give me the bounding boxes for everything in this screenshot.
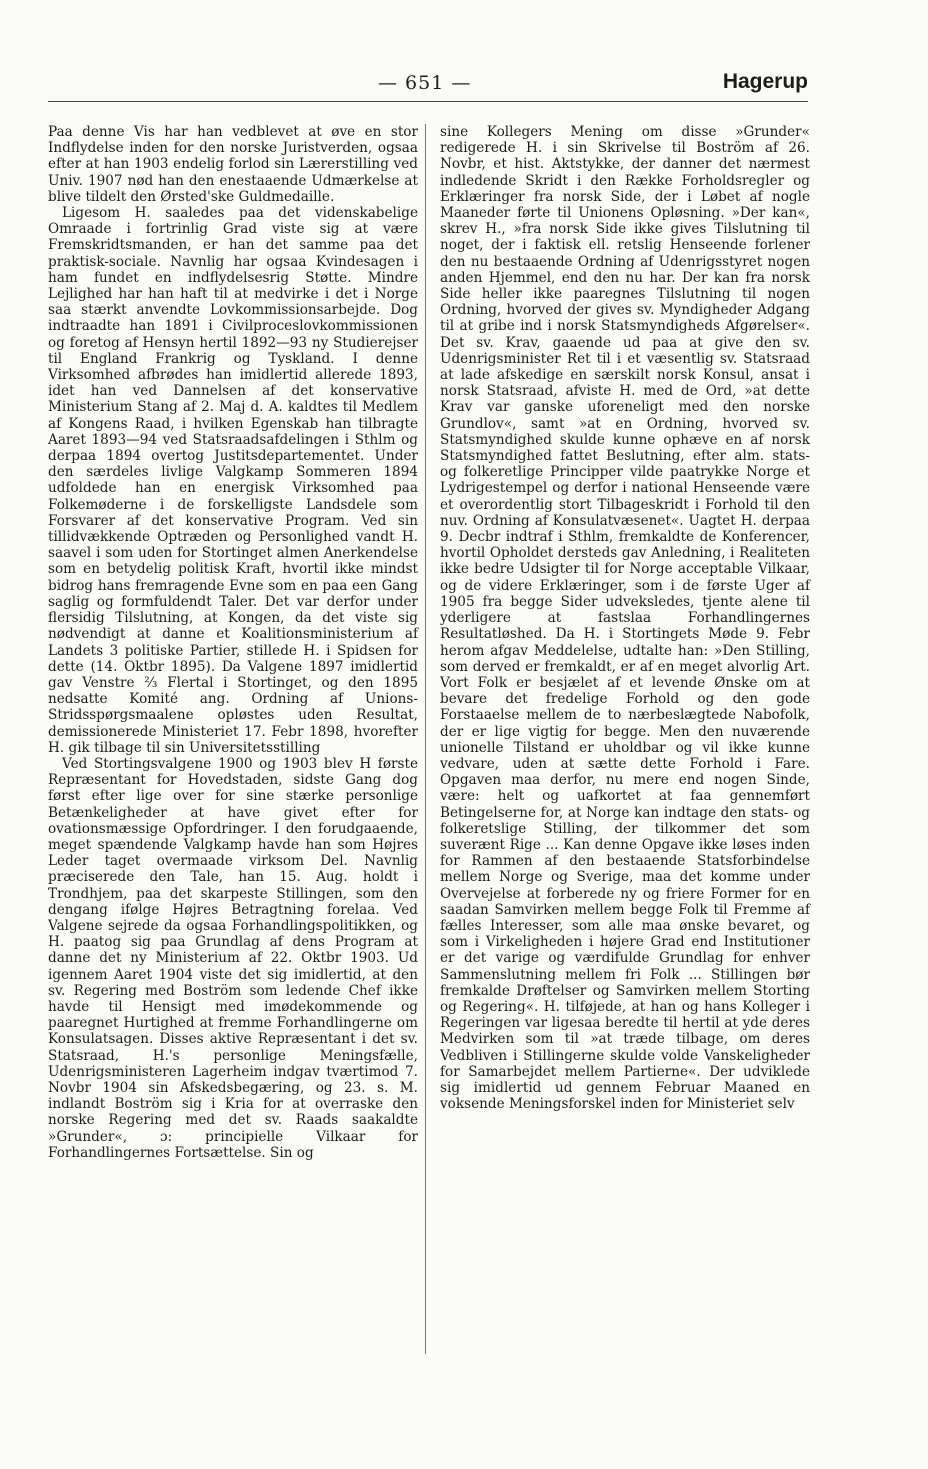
column-divider: [425, 124, 426, 1354]
paragraph: Ved Stortingsvalgene 1900 og 1903 blev H første Repræsentant for Hovedstaden, sidste Gang dog først efter lige over for sine stærke personlige Betænkeligheder at have givet efter for ovationsmæssige Opfordringer. I den forudgaaende, meget spændende Valgkamp havde han som Højres Leder taget overmaade virksom Del. Navnlig præciserede den Tale, han 15. Aug. holdt i Trondhjem, paa det skarpeste Stillingen, som den dengang ifølge Højres Betragtning forelaa. Ved Valgene sejrede da ogsaa Forhandlingspolitikken, og H. paatog sig paa Grundlag af dens Program at danne det ny Ministerium af 22. Oktbr 1903. Ud igennem Aaret 1904 viste det sig imidlertid, at den sv. Regering med Boström som ledende Chef ikke havde til Hensigt med imødekommende og paaregnet Hurtighed at fremme Forhandlingerne om Konsulatsagen. Disses aktive Repræsentant i det sv. Statsraad, H.'s personlige Meningsfælle, Udenrigsministeren Lagerheim indgav tværtimod 7. Novbr 1904 sin Afskedsbegæring, og 23. s. M. indlandt Boström sig i Kria for at overraske den norske Regering med det sv. Raads saakaldte »Grunder«, ɔ: principielle Vilkaar for Forhandlingernes Fortsættelse. Sin og: [48, 755, 418, 1161]
paragraph: Paa denne Vis har han vedblevet at øve en stor Indflydelse inden for den norske Juristverden, ogsaa efter at han 1903 endelig forlod sin Lærerstilling ved Univ. 1907 nød han den enestaaende Udmærkelse at blive tildelt den Ørsted'ske Guldmedaille.: [48, 124, 418, 205]
paragraph: Ligesom H. saaledes paa det videnskabelige Omraade i fortrinlig Grad viste sig at være Fremskridtsmanden, er han det samme paa det praktisk-sociale. Navnlig har ogsaa Kvindesagen i ham fundet en indflydelsesrig Støtte. Mindre Lejlighed har han haft til at medvirke i det i Norge saa stærkt anvendte Lovkommissionsarbejde. Dog indtraadte han 1891 i Civilproceslovkommissionen og foretog af Hensyn hertil 1892—93 ny Studierejser til England Frankrig og Tyskland. I denne Virksomhed afbrødes han imidlertid allerede 1893, idet han ved Dannelsen af det konservative Ministerium Stang af 2. Maj d. A. kaldtes til Medlem af Kongens Raad, i hvilken Egenskab han tilbragte Aaret 1893—94 ved Statsraadsafdelingen i Sthlm og derpaa 1894 overtog Justitsdepartementet. Under den særdeles livlige Valgkamp Sommeren 1894 udfoldede han en energisk Virksomhed paa Folkemøderne i de forskelligste Landsdele som Forsvarer af det konservative Program. Ved sin tillidvækkende Optræden og Personlighed vandt H. saavel i som uden for Stortinget almen Anerkendelse som en betydelig politisk Kraft, hvortil ikke mindst bidrog hans fremragende Evne som en paa een Gang saglig og formfuldendt Taler. Det var derfor under flersidig Tilslutning, at Kongen, da det viste sig nødvendigt at danne et Koalitionsministerium af Landets 3 politiske Partier, stillede H. i Spidsen for dette (14. Oktbr 1895). Da Valgene 1897 imidlertid gav Venstre ⅔ Flertal i Stortinget, og den 1895 nedsatte Komité ang. Ordning af Unions-Stridsspørgsmaalene opløstes uden Resultat, demissionerede Ministeriet 17. Febr 1898, hvorefter H. gik tilbage til sin Universitetsstilling: [48, 205, 418, 756]
page-header: [48, 66, 808, 106]
running-head: Hagerup: [722, 70, 808, 93]
header-rule: [48, 101, 808, 102]
paragraph: sine Kollegers Mening om disse »Grunder« redigerede H. i sin Skrivelse til Boström af 26. Novbr, et hist. Aktstykke, der danner det nærmest indledende Skridt i den Række Forholdsregler og Erklæringer fra norsk Side, der i Løbet af nogle Maaneder førte til Unionens Opløsning. »Der kan«, skrev H., »fra norsk Side ikke gives Tilslutning til noget, der i faktisk ell. retslig Henseende forlener den nu bestaaende Ordning af Udenrigsstyret nogen anden Hjemmel, end den nu har. Der kan fra norsk Side heller ikke paaregnes Tilslutning til nogen Ordning, hvorved der gives sv. Myndigheder Adgang til at gribe ind i norsk Statsmyndigheds Afgørelser«. Det sv. Krav, gaaende ud paa at give den sv. Udenrigsminister Ret til i et væsentlig sv. Statsraad at lade afskedige en særskilt norsk Konsul, ansat i norsk Statsraad, afviste H. med de Ord, »at dette Krav var ganske uforeneligt med den norske Grundlov«, samt »at en Ordning, hvorved sv. Statsmyndighed skulde kunne ophæve en af norsk Statsmyndighed fattet Beslutning, efter alm. stats- og folkeretlige Principper vilde paatrykke Norge et Lydrigestempel og derfor i national Henseende være et overordentlig stort Tilbageskridt i Forhold til den nuv. Ordning af Konsulatvæsenet«. Uagtet H. derpaa 9. Decbr indtraf i Sthlm, fremkaldte de Konferencer, hvortil Opholdet dersteds gav Anledning, i Realiteten ikke bedre Udsigter til for Norge acceptable Vilkaar, og de videre Erklæringer, som i de første Uger af 1905 fra begge Sider udveksledes, tjente alene til yderligere at fastslaa Forhandlingernes Resultatløshed. Da H. i Stortingets Møde 9. Febr herom afgav Meddelelse, udtalte han: »Den Stilling, som derved er fremkaldt, er af en meget alvorlig Art. Vort Folk er besjælet af et levende Ønske om at bevare det fredelige Forhold og den gode Forstaaelse mellem de to nærbeslægtede Nabofolk, der er lige vigtig for begge. Men den nuværende unionelle Tilstand er uholdbar og vil ikke kunne vedvare, uden at sætte dette Forhold i Fare. Opgaven maa derfor, nu mere end nogen Sinde, være: helt og uafkortet at faa gennemført Betingelserne for, at Norge kan indtage den stats- og folkeretslige Stilling, der tilkommer det som suverænt Rige ... Kan denne Opgave ikke løses inden for Rammen af den bestaaende Statsforbindelse mellem Norge og Sverige, maa det komme under Overvejelse at forberede ny og friere Former for en saadan Samvirken mellem begge Folk til Fremme af fælles Interesser, som alle maa ønske bevaret, og som i Virkeligheden i højere Grad end Institutioner er det varige og værdifulde Grundlag for enhver Sammenslutning mellem fri Folk ... Stillingen bør fremkalde Drøftelser og Samvirken mellem Storting og Regering«. H. tilføjede, at han og hans Kolleger i Regeringen var ligesaa beredte til hertil at yde deres Medvirken som til »at træde tilbage, om deres Vedbliven i Stillingerne skulde volde Vanskeligheder for Samarbejdet mellem Partierne«. Der udviklede sig imidlertid ud gennem Februar Maaned en voksende Meningsforskel inden for Ministeriet selv: [440, 124, 810, 1113]
left-column: [48, 124, 418, 1161]
page-number: — 651 —: [378, 72, 472, 94]
right-column: [440, 124, 810, 1112]
